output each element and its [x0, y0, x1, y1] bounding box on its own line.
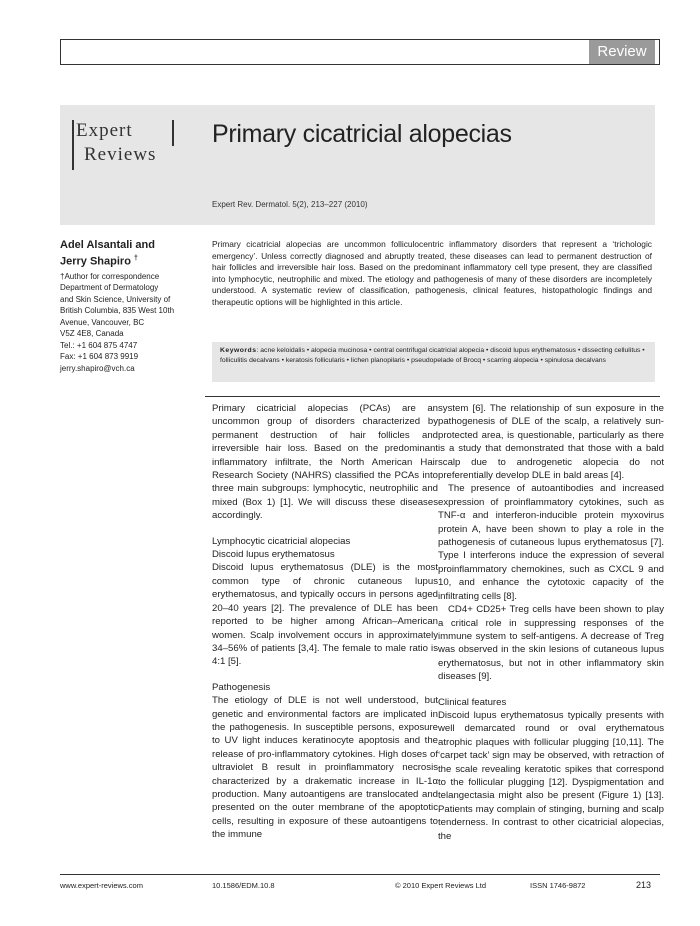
info-line: †Author for correspondence	[60, 271, 160, 281]
logo-word-expert: Expert	[76, 120, 133, 141]
pathogenesis-paragraph: The etiology of DLE is not well understood, but genetic and environmental factors are implicated in the pathogenesis. In susceptible persons, exposure to UV light induces keratinocyte apoptosis and the release of pro-inflammatory cytokines. High doses of ultraviolet B result in proinflammatory necrosis characterized by a drakematic increase in IL-1α production. Many autoantigens are translocated and presented on the outer membrane of the apoptotic cells, resulting in exposure of these autoantigens to the immune	[212, 695, 438, 841]
footer-page-number: 213	[636, 880, 652, 890]
correspondence-info	[60, 271, 200, 375]
article-title: Primary cicatricial alopecias	[212, 120, 512, 148]
article-citation: Expert Rev. Dermatol. 5(2), 213–227 (2010)	[212, 200, 368, 209]
dle-paragraph: Discoid lupus erythematosus (DLE) is the most common type of chronic cutaneous lupus erythematosus, and typically occurs in persons aged 20–40 years [2]. The prevalence of DLE has been reported to be higher among African–American women. Scalp involvement occurs in approximately 34–56% of patients [3,4]. The female to male ratio is 4:1 [5].	[212, 562, 438, 668]
footer-website[interactable]: www.expert-reviews.com	[60, 881, 143, 890]
corresponding-author-mark: †	[133, 255, 138, 262]
section-divider	[205, 396, 660, 397]
logo-right-bar	[172, 120, 174, 146]
section-tab-review: Review	[589, 40, 655, 64]
info-line: British Columbia, 835 West 10th	[60, 306, 175, 316]
author-email[interactable]: jerry.shapiro@vch.ca	[60, 363, 135, 373]
top-rule-bar	[60, 39, 660, 65]
abstract: Primary cicatricial alopecias are uncommon folliculocentric inflammatory disorders that represent a ‘trichologic emergency’. Unless correctly diagnosed and abruptly treated, these diseases can lead to permanent destruction of hair follicles and irreversible hair loss. Based on the predominant inflammatory cell type present, they are classified into lymphocytic, neutrophilic and mixed. The etiology and pathogenesis of many of these disorders are incompletely understood. A systematic review of classification, pathogenesis, clinical features, histopathologic findings and therapeutic options will be highlighted in this article.	[212, 239, 652, 307]
author-names-line1: Adel Alsantali and	[60, 239, 155, 251]
treg-paragraph: CD4+ CD25+ Treg cells have been shown to play a critical role in suppressing responses of the immune system to self-antigens. A decrease of Treg was observed in the skin lesions of cutaneous lupus erythematosus, but not in other inflammatory skin diseases [9].	[438, 604, 664, 683]
heading-pathogenesis: Pathogenesis	[212, 681, 271, 693]
body-column-left	[212, 402, 438, 842]
intro-paragraph: Primary cicatricial alopecias (PCAs) are an uncommon group of disorders characterized by permanent destruction of hair follicles and irreversible hair loss. Based on the predominant inflammatory infiltrate, the North American Hair Research Society (NAHRS) classified the PCAs into three main subgroups: lymphocytic, neutrophilic and mixed (Box 1) [1]. We will discuss these diseases accordingly.	[212, 403, 438, 522]
continued-paragraph: system [6]. The relationship of sun exposure in the pathogenesis of DLE of the scalp, a relatively sun-protected area, is questionable, particularly as there is a study that demonstrated that those with a bald scalp due to androgenetic alopecia do not preferentially develop DLE in bald areas [4].	[438, 403, 664, 482]
logo-left-bar	[72, 120, 74, 170]
info-line: Tel.: +1 604 875 4747	[60, 340, 138, 350]
info-line: and Skin Science, University of	[60, 294, 171, 304]
keywords-text: : acne keloidalis • alopecia mucinosa • central centrifugal cicatricial alopecia • discoid lupus erythematosus • dissecting cellulitus • folliculitis decalvans • keratosis follicularis • lichen planopilaris • pseudopelade of Brocq • scarring alopecia • spinulosa decalvans	[220, 347, 645, 364]
keywords-box	[212, 342, 655, 382]
info-line: Avenue, Vancouver, BC	[60, 317, 145, 327]
heading-dle: Discoid lupus erythematosus	[212, 549, 335, 561]
heading-lymphocytic: Lymphocytic cicatricial alopecias	[212, 535, 351, 547]
keywords-label: Keywords	[220, 347, 257, 354]
footer-copyright: © 2010 Expert Reviews Ltd	[395, 881, 486, 890]
body-column-right	[438, 402, 664, 843]
heading-clinical-features: Clinical features	[438, 696, 507, 708]
info-line: Fax: +1 604 873 9919	[60, 352, 139, 362]
info-line: V5Z 4E8, Canada	[60, 329, 124, 339]
author-names-line2: Jerry Shapiro	[60, 255, 131, 268]
footer-doi: 10.1586/EDM.10.8	[212, 881, 275, 890]
footer-rule	[60, 874, 660, 875]
autoantibodies-paragraph: The presence of autoantibodies and increased expression of proinflammatory cytokines, such as TNF-α and interferon-inducible protein myxovirus protein A, have been shown to play a role in the pathogenesis of cutaneous lupus erythematosus [7]. Type I interferons induce the expression of several proinflammatory chemokines, such as CXCL 9 and 10, and enhance the cytotoxic capacity of the infiltrating cells [8].	[438, 483, 664, 602]
author-names	[60, 238, 200, 269]
journal-logo	[72, 120, 176, 172]
author-block	[60, 238, 200, 374]
info-line: Department of Dermatology	[60, 283, 159, 293]
footer-issn: ISSN 1746-9872	[530, 881, 586, 890]
logo-word-reviews: Reviews	[84, 144, 157, 165]
clinical-paragraph: Discoid lupus erythematosus typically presents with well demarcated round or oval erythematous atrophic plaques with follicular plugging [10,11]. The ‘carpet tack’ sign may be observed, with retraction of the scale revealing keratotic spikes that correspond to the follicular plugging [12]. Dyspigmentation and telangectasia might also be present (Figure 1) [13]. Patients may complain of stinging, burning and scalp tenderness. In contrast to other cicatricial alopecias, the	[438, 709, 664, 842]
